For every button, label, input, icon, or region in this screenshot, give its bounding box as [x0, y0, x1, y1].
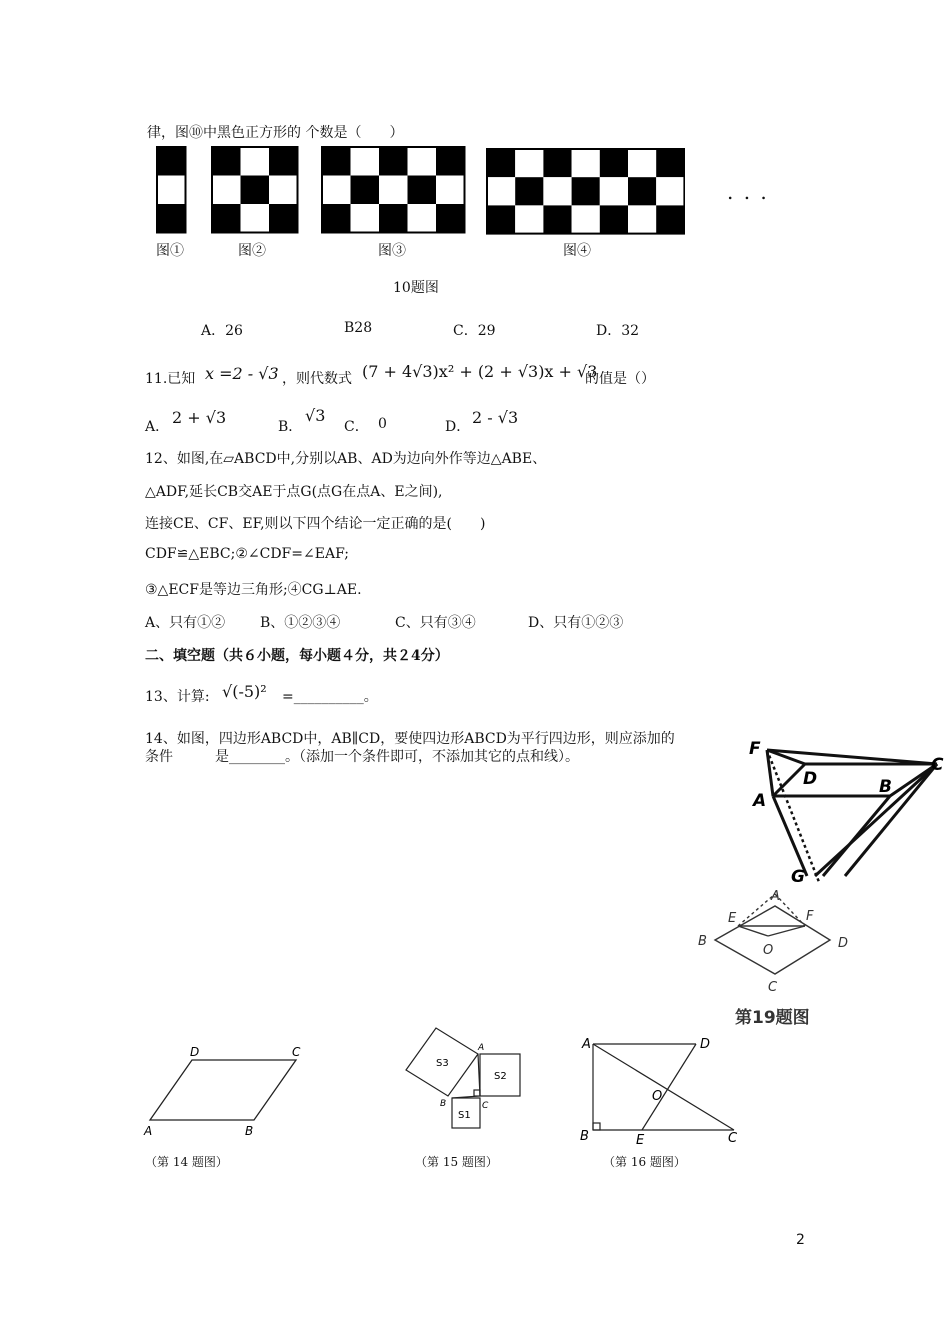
- label-o: O: [763, 943, 774, 958]
- label-a: A: [478, 1043, 485, 1053]
- q12-line-3: 连接CE、CF、EF,则以下四个结论一定正确的是( ): [145, 516, 486, 532]
- label-a: A: [582, 1037, 591, 1052]
- q10-option-d: D．32: [596, 323, 640, 339]
- black-square: [436, 147, 465, 176]
- q10-caption: 10题图: [393, 280, 439, 296]
- white-square: [408, 147, 437, 176]
- q11-option-b-value: √3: [305, 406, 326, 425]
- q12-line-1: 12、如图,在▱ABCD中,分别以AB、AD为边向外作等边△ABE、: [145, 451, 547, 467]
- black-square: [572, 177, 600, 205]
- black-square: [322, 147, 351, 176]
- q10-option-c: C．29: [453, 323, 496, 339]
- q12-option-d: D、只有①②③: [528, 615, 624, 631]
- black-square: [212, 204, 241, 233]
- label-d: D: [838, 936, 849, 951]
- figure-14: [140, 1040, 320, 1140]
- label-b: B: [879, 777, 892, 797]
- q12-option-b: B、①②③④: [260, 615, 341, 631]
- label-e: E: [636, 1133, 645, 1147]
- white-square: [241, 204, 270, 233]
- q12-option-c: C、只有③④: [395, 615, 476, 631]
- black-square: [408, 176, 437, 205]
- q11-option-d-label: D．: [445, 419, 471, 435]
- label-s3: S3: [436, 1058, 449, 1069]
- label-c: C: [931, 755, 944, 775]
- q10-option-b: B28: [344, 320, 373, 336]
- white-square: [515, 149, 543, 177]
- label-s1: S1: [458, 1110, 471, 1121]
- figure-15: [400, 1022, 530, 1134]
- label-c: C: [292, 1045, 301, 1059]
- black-square: [656, 149, 684, 177]
- white-square: [351, 204, 380, 233]
- white-square: [543, 177, 571, 205]
- label-o: O: [652, 1089, 663, 1104]
- section-2-title: 二、填空题（共６小题，每小题４分，共２4分）: [145, 648, 449, 664]
- figure-14-caption: （第 14 题图）: [145, 1155, 228, 1169]
- white-square: [600, 177, 628, 205]
- figure-16: [576, 1032, 746, 1147]
- q14-line-2: 条件 是________。（添加一个条件即可，不添加其它的点和线）。: [145, 749, 579, 765]
- black-square: [351, 176, 380, 205]
- segment-cg: [815, 764, 937, 876]
- q11-option-c-value: 0: [378, 416, 387, 432]
- white-square: [269, 176, 298, 205]
- right-angle-mark: [474, 1090, 480, 1096]
- white-square: [212, 176, 241, 205]
- label-d: D: [803, 769, 818, 789]
- label-d: D: [190, 1045, 200, 1059]
- pattern-figure-3: [321, 146, 466, 238]
- q12-geometry-figure: [745, 734, 950, 882]
- pattern-figure-1: [156, 146, 187, 238]
- black-square: [157, 147, 186, 176]
- figure-19: [690, 884, 860, 994]
- q12-line-2: △ADF,延长CB交AE于点G(点G在点A、E之间),: [145, 484, 443, 500]
- label-c: C: [728, 1131, 738, 1146]
- white-square: [515, 205, 543, 233]
- q11-suffix: 的值是（）: [585, 371, 655, 387]
- black-square: [379, 204, 408, 233]
- black-square: [379, 147, 408, 176]
- ellipsis: . . .: [727, 180, 769, 204]
- white-square: [351, 147, 380, 176]
- segment-of: [768, 926, 805, 936]
- black-square: [543, 205, 571, 233]
- q12-line-5: ③△ECF是等边三角形;④CG⊥AE.: [145, 582, 362, 598]
- black-square: [487, 149, 515, 177]
- black-square: [269, 147, 298, 176]
- label-d: D: [700, 1037, 711, 1052]
- black-square: [515, 177, 543, 205]
- black-square: [269, 204, 298, 233]
- label-f: F: [749, 739, 761, 759]
- black-square: [322, 204, 351, 233]
- white-square: [379, 176, 408, 205]
- figure-16-caption: （第 16 题图）: [603, 1155, 686, 1169]
- q14-line-1: 14、如图，四边形ABCD中，AB∥CD，要使四边形ABCD为平行四边形，则应添加的: [145, 731, 675, 747]
- figure-15-caption: （第 15 题图）: [415, 1155, 498, 1169]
- white-square: [157, 176, 186, 205]
- q10-intro: 律，图⑩中黑色正方形的 个数是（ ）: [147, 125, 404, 141]
- white-square: [408, 204, 437, 233]
- black-square: [656, 205, 684, 233]
- label-b: B: [580, 1129, 589, 1144]
- q13-suffix: =__________。: [282, 689, 378, 705]
- page-number: 2: [796, 1232, 805, 1248]
- right-angle-mark: [593, 1123, 600, 1130]
- right-triangle: [452, 1054, 480, 1098]
- label-a: A: [753, 791, 767, 811]
- white-square: [436, 176, 465, 205]
- white-square: [572, 205, 600, 233]
- black-square: [157, 204, 186, 233]
- white-square: [487, 177, 515, 205]
- black-square: [212, 147, 241, 176]
- fig-label-3: 图③: [378, 243, 406, 259]
- q11-option-d-value: 2 - √3: [472, 408, 519, 427]
- q11-x-expr: x =2 - √3: [205, 364, 279, 383]
- fig-label-2: 图②: [238, 243, 266, 259]
- parallelogram-abcd: [150, 1060, 296, 1120]
- black-square: [543, 149, 571, 177]
- pattern-figure-4: [486, 148, 685, 239]
- segment-ac: [593, 1044, 734, 1130]
- q12-option-a: A、只有①②: [145, 615, 226, 631]
- q10-option-a: A．26: [201, 323, 243, 339]
- black-square: [487, 205, 515, 233]
- figure-19-caption: 第19题图: [735, 1008, 810, 1028]
- q11-option-a-value: 2 + √3: [172, 408, 227, 427]
- label-c: C: [768, 980, 778, 994]
- q11-prefix: 11.已知: [145, 371, 196, 387]
- pattern-figure-2: [211, 146, 299, 238]
- segment-de: [642, 1044, 696, 1130]
- black-square: [628, 177, 656, 205]
- q11-option-c-label: C．: [344, 419, 369, 435]
- fig-label-1: 图①: [156, 243, 184, 259]
- label-g: G: [791, 867, 805, 882]
- q11-option-b-label: B．: [278, 419, 303, 435]
- label-c: C: [482, 1101, 489, 1111]
- white-square: [628, 149, 656, 177]
- label-b: B: [440, 1099, 447, 1109]
- label-a: A: [144, 1124, 153, 1138]
- fig-label-4: 图④: [563, 243, 591, 259]
- white-square: [628, 205, 656, 233]
- white-square: [241, 147, 270, 176]
- label-b: B: [245, 1124, 254, 1138]
- q11-poly-expr: (7 + 4√3)x² + (2 + √3)x + √3: [362, 362, 598, 381]
- segment-eo: [738, 926, 768, 936]
- white-square: [572, 149, 600, 177]
- q13-expr: √(-5)²: [222, 682, 267, 701]
- q13-prefix: 13、计算:: [145, 689, 210, 705]
- label-f: F: [806, 909, 814, 924]
- black-square: [600, 149, 628, 177]
- white-square: [322, 176, 351, 205]
- label-s2: S2: [494, 1071, 507, 1082]
- q11-mid: ，则代数式: [282, 371, 352, 387]
- black-square: [436, 204, 465, 233]
- label-a: A: [771, 889, 780, 904]
- white-square: [656, 177, 684, 205]
- segment-fc: [767, 750, 937, 764]
- black-square: [600, 205, 628, 233]
- q11-option-a-label: A．: [145, 419, 170, 435]
- label-e: E: [728, 911, 737, 926]
- q12-line-4: CDF≌△EBC;②∠CDF=∠EAF;: [145, 546, 349, 562]
- black-square: [241, 176, 270, 205]
- dashed-ea: [738, 894, 775, 926]
- label-b: B: [698, 934, 707, 949]
